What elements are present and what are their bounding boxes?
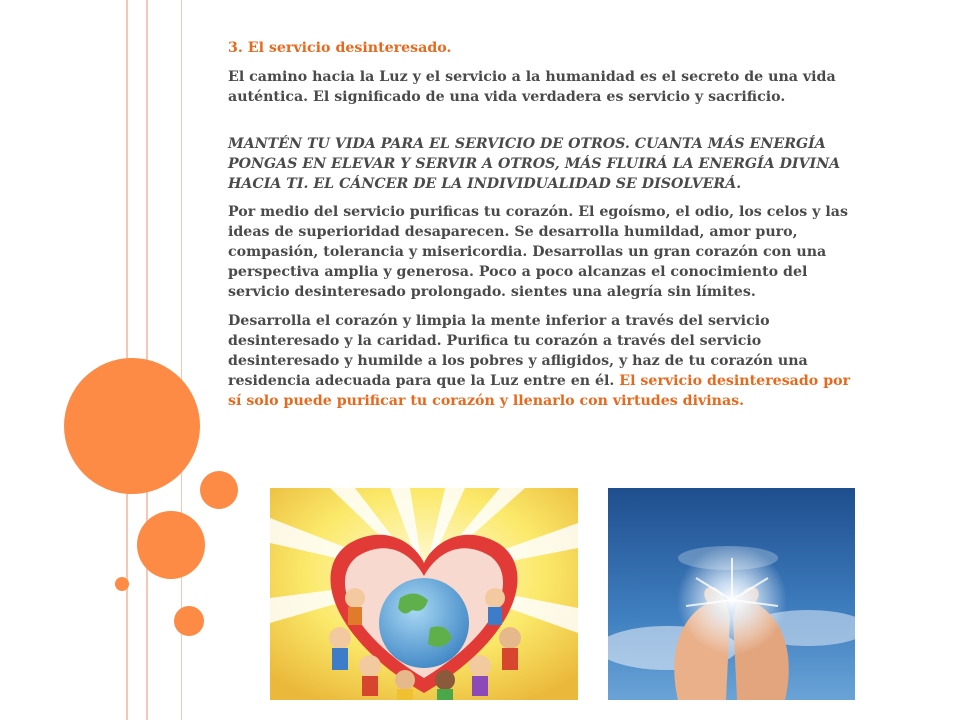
decorative-circle-large [64, 358, 200, 494]
decorative-circle-small [174, 606, 204, 636]
cupped-hands-photo [608, 488, 855, 700]
highlighted-period: . [739, 393, 745, 409]
paragraph-heart-text: Desarrolla el corazón y limpia la mente inferior a través del servicio desinteresado y la caridad. Purifica tu corazón a través del servicio desinteresado y humilde a los pobres y afligidos, y haz de tu corazón una residencia adecuada para que la Luz entre en él. [228, 313, 808, 389]
decorative-circle-medium [137, 511, 205, 579]
slide-content [228, 38, 858, 420]
slide-title: 3. El servicio desinteresado. [228, 40, 452, 56]
heart-earth-illustration [270, 488, 578, 700]
paragraph-heart [228, 311, 858, 411]
highlighted-sentence: El servicio desinteresado por sí solo puede purificar tu corazón y llenarlo con virtudes divinas [228, 373, 851, 409]
paragraph-service: Por medio del servicio purificas tu corazón. El egoísmo, el odio, los celos y las ideas de superioridad desaparecen. Se desarrolla humildad, amor puro, compasión, tolerancia y misericordia. Desarrollas un gran corazón con una perspectiva amplia y generosa. Poco a poco alcanzas el conocimiento del servicio desinteresado prolongado. sientes una alegría sin límites. [228, 204, 848, 300]
quote-paragraph: MANTÉN TU VIDA PARA EL SERVICIO DE OTROS. CUANTA MÁS ENERGÍA PONGAS EN ELEVAR Y SERVIR A OTROS, MÁS FLUIRÁ LA ENERGÍA DIVINA HACIA TI. EL CÁNCER DE LA INDIVIDUALIDAD SE DISOLVERÁ. [228, 136, 841, 192]
decorative-circle-tiny [115, 577, 129, 591]
decorative-circle-small [200, 471, 238, 509]
paragraph-intro: El camino hacia la Luz y el servicio a la humanidad es el secreto de una vida auténtica. El significado de una vida verdadera es servicio y sacrificio. [228, 69, 836, 105]
